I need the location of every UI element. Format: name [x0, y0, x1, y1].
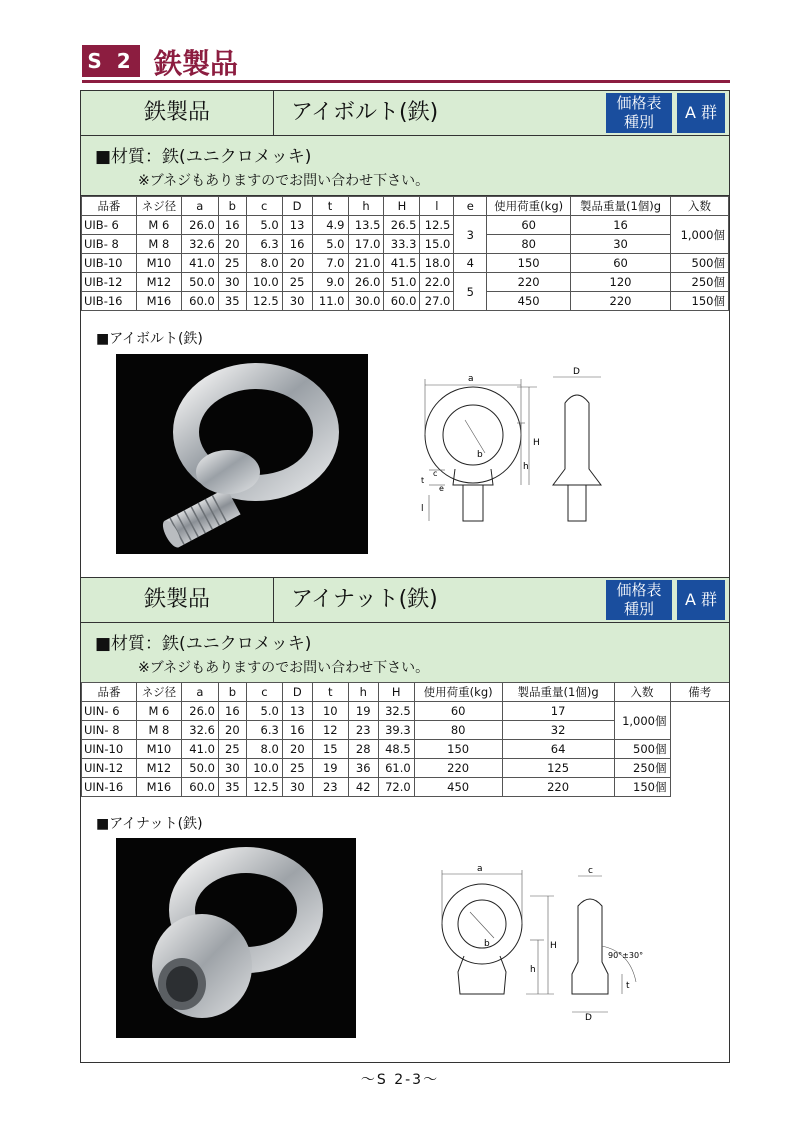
col-header: 備考 — [670, 683, 729, 702]
table-row — [82, 216, 729, 235]
dim-h-label: h — [530, 965, 536, 975]
cell: 10.0 — [246, 273, 282, 292]
cell: 7.0 — [312, 254, 348, 273]
cell: 11.0 — [312, 292, 348, 311]
col-header: 品番 — [82, 197, 137, 216]
price-label-line1: 価格表 — [616, 581, 662, 599]
dim-c-label: c — [588, 866, 593, 876]
cell: 80 — [414, 721, 502, 740]
cell: 20 — [282, 740, 312, 759]
cell: 36 — [348, 759, 378, 778]
col-header: 品番 — [82, 683, 137, 702]
dim-t-label: t — [421, 476, 425, 485]
cell: 28 — [348, 740, 378, 759]
cell: 450 — [414, 778, 502, 797]
cell: 220 — [414, 759, 502, 778]
cell: 1,000個 — [614, 702, 670, 740]
cell: M10 — [136, 254, 181, 273]
dim-b-label: b — [484, 939, 490, 949]
cell: 13 — [282, 216, 312, 235]
cell: 50.0 — [181, 273, 218, 292]
cell: UIB- 8 — [82, 235, 137, 254]
cell: 220 — [571, 292, 671, 311]
cell: M12 — [136, 273, 181, 292]
price-class-label — [606, 580, 672, 620]
cell: 25 — [282, 759, 312, 778]
cell: M10 — [136, 740, 181, 759]
cell: 60.0 — [181, 778, 218, 797]
cell: 4 — [454, 254, 487, 273]
cell: 450 — [487, 292, 571, 311]
cell: 26.0 — [181, 702, 218, 721]
cell: 13.5 — [348, 216, 384, 235]
cell: 5.0 — [246, 216, 282, 235]
cell: 30 — [282, 292, 312, 311]
dim-b-label: b — [477, 450, 483, 460]
cell: 30 — [218, 273, 246, 292]
cell: 35 — [218, 292, 246, 311]
dim-t-label: t — [626, 981, 630, 991]
cell: M16 — [136, 292, 181, 311]
cell: 72.0 — [378, 778, 414, 797]
cell: 19 — [312, 759, 348, 778]
photo-caption-eyenut: ■アイナット(鉄) — [96, 816, 203, 832]
dim-a-label: a — [468, 374, 474, 384]
material-note: ※ブネジもありますのでお問い合わせ下さい。 — [138, 660, 430, 676]
table-row — [82, 778, 730, 797]
col-header: h — [348, 197, 384, 216]
dim-H-label: H — [533, 438, 540, 448]
product-header-eyebolt — [81, 90, 729, 136]
cell: 16 — [571, 216, 671, 235]
table-row — [82, 254, 729, 273]
col-header: t — [312, 197, 348, 216]
cell: UIN-10 — [82, 740, 137, 759]
cell: 32.6 — [181, 235, 218, 254]
dim-h-label: h — [523, 462, 529, 472]
category-label: 鉄製品 — [81, 91, 274, 135]
cell: 39.3 — [378, 721, 414, 740]
col-header: 使用荷重(kg) — [414, 683, 502, 702]
spec-table-eyenut — [81, 682, 729, 797]
cell: M 8 — [136, 235, 181, 254]
cell: 23 — [312, 778, 348, 797]
material-text: ■材質：鉄(ユニクロメッキ) — [95, 634, 312, 654]
cell: UIN- 8 — [82, 721, 137, 740]
price-class-label — [606, 93, 672, 133]
col-header: 入数 — [614, 683, 670, 702]
product-name: アイナット(鉄) — [291, 587, 438, 612]
cell: M12 — [136, 759, 181, 778]
cell: 1,000個 — [670, 216, 728, 254]
page-number: ～S 2-3～ — [360, 1072, 440, 1088]
dim-H-label: H — [550, 941, 557, 951]
cell: 13 — [282, 702, 312, 721]
cell: 41.0 — [181, 740, 218, 759]
eyebolt-photo — [116, 354, 368, 554]
col-header: 使用荷重(kg) — [487, 197, 571, 216]
price-group-badge: A 群 — [677, 93, 725, 133]
col-header: c — [246, 197, 282, 216]
photo-caption-eyebolt: ■アイボルト(鉄) — [96, 331, 203, 347]
cell: 21.0 — [348, 254, 384, 273]
cell: 15.0 — [420, 235, 454, 254]
cell: M 6 — [136, 702, 181, 721]
col-header: 製品重量(1個)g — [571, 197, 671, 216]
cell: 250個 — [614, 759, 670, 778]
col-header: l — [420, 197, 454, 216]
cell: 220 — [502, 778, 614, 797]
cell: 35 — [218, 778, 246, 797]
cell: 17.0 — [348, 235, 384, 254]
cell: UIN- 6 — [82, 702, 137, 721]
cell: M16 — [136, 778, 181, 797]
section-badge: S 2 — [82, 45, 140, 77]
col-header: 製品重量(1個)g — [502, 683, 614, 702]
col-header: h — [348, 683, 378, 702]
cell: 10.0 — [246, 759, 282, 778]
cell: 33.3 — [384, 235, 420, 254]
cell: 32.6 — [181, 721, 218, 740]
col-header: a — [181, 197, 218, 216]
title-underline — [82, 80, 730, 83]
dim-angle-label: 90°±30° — [608, 951, 644, 960]
cell: 250個 — [670, 273, 728, 292]
col-header: b — [218, 683, 246, 702]
table-header-row — [82, 197, 729, 216]
cell: 18.0 — [420, 254, 454, 273]
cell: 16 — [218, 702, 246, 721]
col-header: ネジ径 — [136, 197, 181, 216]
cell: 20 — [218, 721, 246, 740]
cell: 12.5 — [246, 778, 282, 797]
col-header: t — [312, 683, 348, 702]
eyenut-photo — [116, 838, 356, 1038]
cell: UIN-16 — [82, 778, 137, 797]
cell: 51.0 — [384, 273, 420, 292]
dim-c-label: c — [433, 469, 438, 478]
table-row — [82, 759, 730, 778]
cell: 60.0 — [384, 292, 420, 311]
cell: 12 — [312, 721, 348, 740]
dim-l-label: l — [421, 504, 424, 514]
col-header: H — [378, 683, 414, 702]
cell: 125 — [502, 759, 614, 778]
page-title: 鉄製品 — [154, 47, 239, 80]
cell: 150 — [414, 740, 502, 759]
cell: 19 — [348, 702, 378, 721]
cell: 500個 — [614, 740, 670, 759]
col-header: H — [384, 197, 420, 216]
table-row — [82, 292, 729, 311]
cell: 120 — [571, 273, 671, 292]
cell: 42 — [348, 778, 378, 797]
col-header: a — [181, 683, 218, 702]
cell: 6.3 — [246, 721, 282, 740]
cell: M 6 — [136, 216, 181, 235]
cell: 30 — [282, 778, 312, 797]
col-header: b — [218, 197, 246, 216]
cell: 5.0 — [312, 235, 348, 254]
cell: 22.0 — [420, 273, 454, 292]
table-row — [82, 235, 729, 254]
spec-table-eyebolt — [81, 196, 729, 311]
cell: 60.0 — [181, 292, 218, 311]
price-label-line2: 種別 — [623, 600, 654, 618]
cell: 23 — [348, 721, 378, 740]
table-row — [82, 702, 730, 721]
cell: 12.5 — [246, 292, 282, 311]
col-header: 入数 — [670, 197, 728, 216]
cell: 8.0 — [246, 254, 282, 273]
cell: 61.0 — [378, 759, 414, 778]
col-header: c — [246, 683, 282, 702]
cell: 150個 — [614, 778, 670, 797]
cell: 41.5 — [384, 254, 420, 273]
cell: UIN-12 — [82, 759, 137, 778]
product-name: アイボルト(鉄) — [291, 100, 439, 125]
cell: 500個 — [670, 254, 728, 273]
col-header: ネジ径 — [136, 683, 181, 702]
dim-a-label: a — [477, 864, 483, 874]
material-note: ※ブネジもありますのでお問い合わせ下さい。 — [138, 173, 430, 189]
cell: 27.0 — [420, 292, 454, 311]
cell: 20 — [218, 235, 246, 254]
cell: 12.5 — [420, 216, 454, 235]
cell: UIB-10 — [82, 254, 137, 273]
cell: 17 — [502, 702, 614, 721]
cell: 50.0 — [181, 759, 218, 778]
cell: 6.3 — [246, 235, 282, 254]
cell: 150 — [487, 254, 571, 273]
eyenut-dimension-drawing — [430, 862, 670, 1022]
cell: 41.0 — [181, 254, 218, 273]
cell: 32 — [502, 721, 614, 740]
cell: 220 — [487, 273, 571, 292]
table-row — [82, 740, 730, 759]
cell: 26.5 — [384, 216, 420, 235]
cell: 60 — [414, 702, 502, 721]
cell: 30.0 — [348, 292, 384, 311]
col-header: D — [282, 197, 312, 216]
table-row — [82, 273, 729, 292]
cell: 9.0 — [312, 273, 348, 292]
cell: 60 — [487, 216, 571, 235]
cell: 16 — [282, 235, 312, 254]
dim-e-label: e — [439, 484, 444, 493]
cell: 5 — [454, 273, 487, 311]
col-header: D — [282, 683, 312, 702]
eyebolt-dimension-drawing — [405, 365, 635, 535]
cell: 8.0 — [246, 740, 282, 759]
category-label: 鉄製品 — [81, 578, 274, 622]
cell: 32.5 — [378, 702, 414, 721]
table-header-row — [82, 683, 730, 702]
price-label-line1: 価格表 — [616, 94, 662, 112]
material-box-eyebolt — [81, 136, 729, 196]
cell: 10 — [312, 702, 348, 721]
cell: 25 — [218, 740, 246, 759]
remarks-cell — [670, 702, 729, 797]
cell: 16 — [282, 721, 312, 740]
cell: 3 — [454, 216, 487, 254]
cell: 80 — [487, 235, 571, 254]
dim-D-label: D — [585, 1013, 592, 1022]
cell: M 8 — [136, 721, 181, 740]
cell: 30 — [571, 235, 671, 254]
cell: UIB-16 — [82, 292, 137, 311]
cell: UIB- 6 — [82, 216, 137, 235]
cell: UIB-12 — [82, 273, 137, 292]
cell: 5.0 — [246, 702, 282, 721]
cell: 15 — [312, 740, 348, 759]
price-group-badge: A 群 — [677, 580, 725, 620]
cell: 48.5 — [378, 740, 414, 759]
cell: 16 — [218, 216, 246, 235]
cell: 20 — [282, 254, 312, 273]
cell: 60 — [571, 254, 671, 273]
col-header: e — [454, 197, 487, 216]
cell: 4.9 — [312, 216, 348, 235]
cell: 30 — [218, 759, 246, 778]
cell: 25 — [282, 273, 312, 292]
cell: 64 — [502, 740, 614, 759]
cell: 25 — [218, 254, 246, 273]
material-text: ■材質：鉄(ユニクロメッキ) — [95, 147, 312, 167]
cell: 150個 — [670, 292, 728, 311]
price-label-line2: 種別 — [623, 113, 654, 131]
cell: 26.0 — [181, 216, 218, 235]
cell: 26.0 — [348, 273, 384, 292]
product-header-eyenut — [81, 577, 729, 623]
material-box-eyenut — [81, 623, 729, 683]
dim-D-label: D — [573, 367, 580, 377]
